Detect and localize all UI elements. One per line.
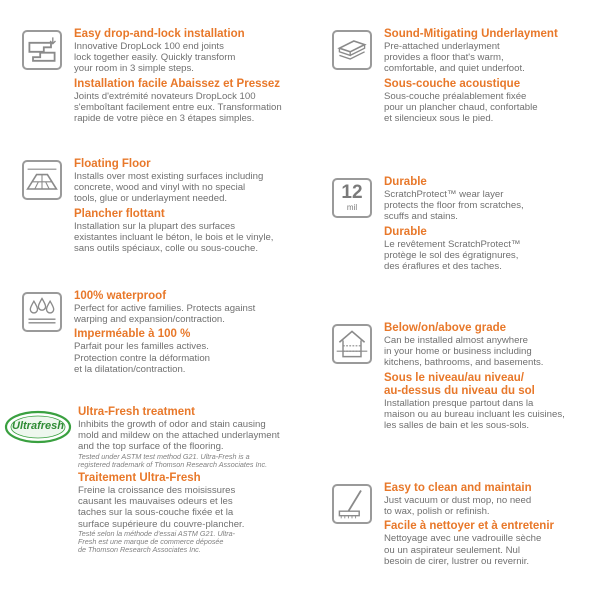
body-en-line: Perfect for active families. Protects against: [74, 303, 256, 314]
body-en-line: ScratchProtect™ wear layer: [384, 189, 504, 200]
title-fr: Durable: [384, 225, 427, 238]
title-fr: Installation facile Abaissez et Pressez: [74, 77, 281, 90]
body-en-line: Just vacuum or dust mop, no need: [384, 495, 532, 506]
feature-text: [384, 176, 524, 272]
body-fr-line: ou un aspirateur seulement. Nul: [384, 544, 520, 556]
body-en-line: Can be installed almost anywhere: [384, 335, 528, 346]
body-en-line: in your home or business including: [384, 346, 532, 358]
body-fr-line: Installation sur la plupart des surfaces: [74, 220, 236, 232]
note-en-line: registered trademark of Thomson Research Associates Inc.: [78, 459, 268, 469]
title-fr: Sous-couche acoustique: [384, 77, 521, 90]
note-fr-line: de Thomson Research Associates Inc.: [78, 545, 201, 555]
feature-text: [384, 482, 554, 567]
ultra-fresh-logo-icon: [4, 410, 72, 444]
body-en-line: Installs over most existing surfaces including: [74, 171, 264, 182]
body-fr-line: Le revêtement ScratchProtect™: [384, 238, 521, 250]
body-fr-line: besoin de cirer, lustrer ou revernir.: [384, 555, 530, 567]
dust-mop-icon: [332, 484, 372, 524]
body-en-line: Innovative DropLock 100 end joints: [74, 41, 224, 52]
body-fr-line: Joints d'extrémité novateurs DropLock 100: [74, 90, 256, 102]
body-fr-line: Installation presque partout dans la: [384, 397, 534, 409]
title-fr: Traitement Ultra-Fresh: [78, 472, 201, 485]
title-en: Easy drop-and-lock installation: [74, 28, 245, 40]
house-levels-icon: [332, 324, 372, 364]
floating-floor-icon: [22, 160, 62, 200]
body-en-line: provides a floor that's warm,: [384, 52, 504, 64]
body-fr-line: les salles de bain et les sous-sols.: [384, 420, 530, 432]
title-fr-line: au-dessus du niveau du sol: [384, 384, 535, 397]
body-en-line: concrete, wood and vinyl with no special: [74, 182, 246, 194]
body-en-line: Pre-attached underlayment: [384, 41, 500, 52]
body-en-line: your room in 3 simple steps.: [74, 63, 194, 75]
title-fr-line: Sous le niveau/au niveau/: [384, 371, 524, 384]
body-en-line: lock together easily. Quickly transform: [74, 52, 236, 64]
feature-text: [74, 158, 273, 254]
feature-text: [384, 322, 565, 431]
body-fr-line: existantes incluant le béton, le bois et le vinyle,: [74, 231, 274, 243]
body-en-line: to wax, polish or refinish.: [384, 506, 490, 518]
body-en-line: warping and expansion/contraction.: [74, 314, 225, 326]
title-fr: Facile à nettoyer et à entretenir: [384, 520, 555, 533]
feature-text: [74, 290, 255, 375]
body-fr-line: des éraflures et des taches.: [384, 261, 502, 273]
body-fr-line: maison ou au bureau incluant les cuisines,: [384, 408, 565, 420]
body-fr-line: rapide de votre pièce en 3 étapes simples.: [74, 113, 255, 125]
body-fr-line: Nettoyage avec une vadrouille sèche: [384, 533, 542, 545]
icon-number: 12: [341, 182, 363, 203]
title-en: 100% waterproof: [74, 290, 167, 302]
body-fr-line: Sous-couche préalablement fixée: [384, 90, 527, 102]
water-drops-icon: [22, 292, 62, 332]
droplock-joint-icon: [22, 30, 62, 70]
feature-text: [74, 28, 282, 124]
title-en: Floating Floor: [74, 158, 151, 170]
body-en-line: protects the floor from scratches,: [384, 200, 524, 212]
title-en: Durable: [384, 176, 427, 188]
body-fr-line: causant les mauvaises odeurs et les: [78, 496, 233, 508]
icon-unit: mil: [346, 203, 358, 212]
body-fr-line: pour un plancher chaud, confortable: [384, 101, 538, 113]
title-fr: Plancher flottant: [74, 207, 165, 220]
body-fr-line: taches sur la sous-couche fixée et la: [78, 507, 234, 519]
note-fr-line: Fresh est une marque de commerce déposée: [78, 537, 224, 547]
title-en: Ultra-Fresh treatment: [78, 406, 195, 418]
body-fr-line: s'emboîtant facilement entre eux. Transformation: [74, 101, 282, 113]
body-en-line: mold and mildew on the attached underlayment: [78, 430, 280, 442]
body-en-line: scuffs and stains.: [384, 211, 458, 223]
body-en-line: kitchens, bathrooms, and basements.: [384, 357, 544, 369]
body-fr-line: Parfait pour les familles actives.: [74, 341, 209, 353]
note-fr-line: Testé selon la méthode d'essai ASTM G21. Ultra-: [78, 528, 236, 538]
note-en-line: Tested under ASTM test method G21. Ultra-Fresh is a: [78, 451, 250, 461]
body-fr-line: protège le sol des égratignures,: [384, 249, 519, 261]
body-fr-line: Freine la croissance des moisissures: [78, 485, 236, 497]
body-en-line: comfortable, and quiet underfoot.: [384, 63, 525, 75]
body-fr-line: et la dilatation/contraction.: [74, 363, 186, 375]
body-en-line: tools, glue or underlayment needed.: [74, 193, 228, 205]
body-fr-line: sans outils spéciaux, colle ou sous-couche.: [74, 243, 258, 255]
wear-layer-12-mil-icon: [332, 178, 372, 218]
feature-text: [78, 406, 280, 554]
body-en-line: Inhibits the growth of odor and stain causing: [78, 419, 266, 430]
body-fr-line: et silencieux sous le pied.: [384, 113, 494, 125]
title-en: Easy to clean and maintain: [384, 482, 532, 494]
logo-text: Ultrafresh: [12, 420, 64, 432]
body-en-line: and the top surface of the flooring.: [78, 441, 224, 453]
title-en: Sound-Mitigating Underlayment: [384, 28, 558, 40]
underlayment-layers-icon: [332, 30, 372, 70]
feature-text: [384, 28, 558, 124]
title-en: Below/on/above grade: [384, 322, 507, 334]
body-fr-line: surface supérieure du couvre-plancher.: [78, 518, 245, 530]
body-fr-line: Protection contre la déformation: [74, 352, 210, 364]
title-fr: Imperméable à 100 %: [74, 328, 191, 341]
